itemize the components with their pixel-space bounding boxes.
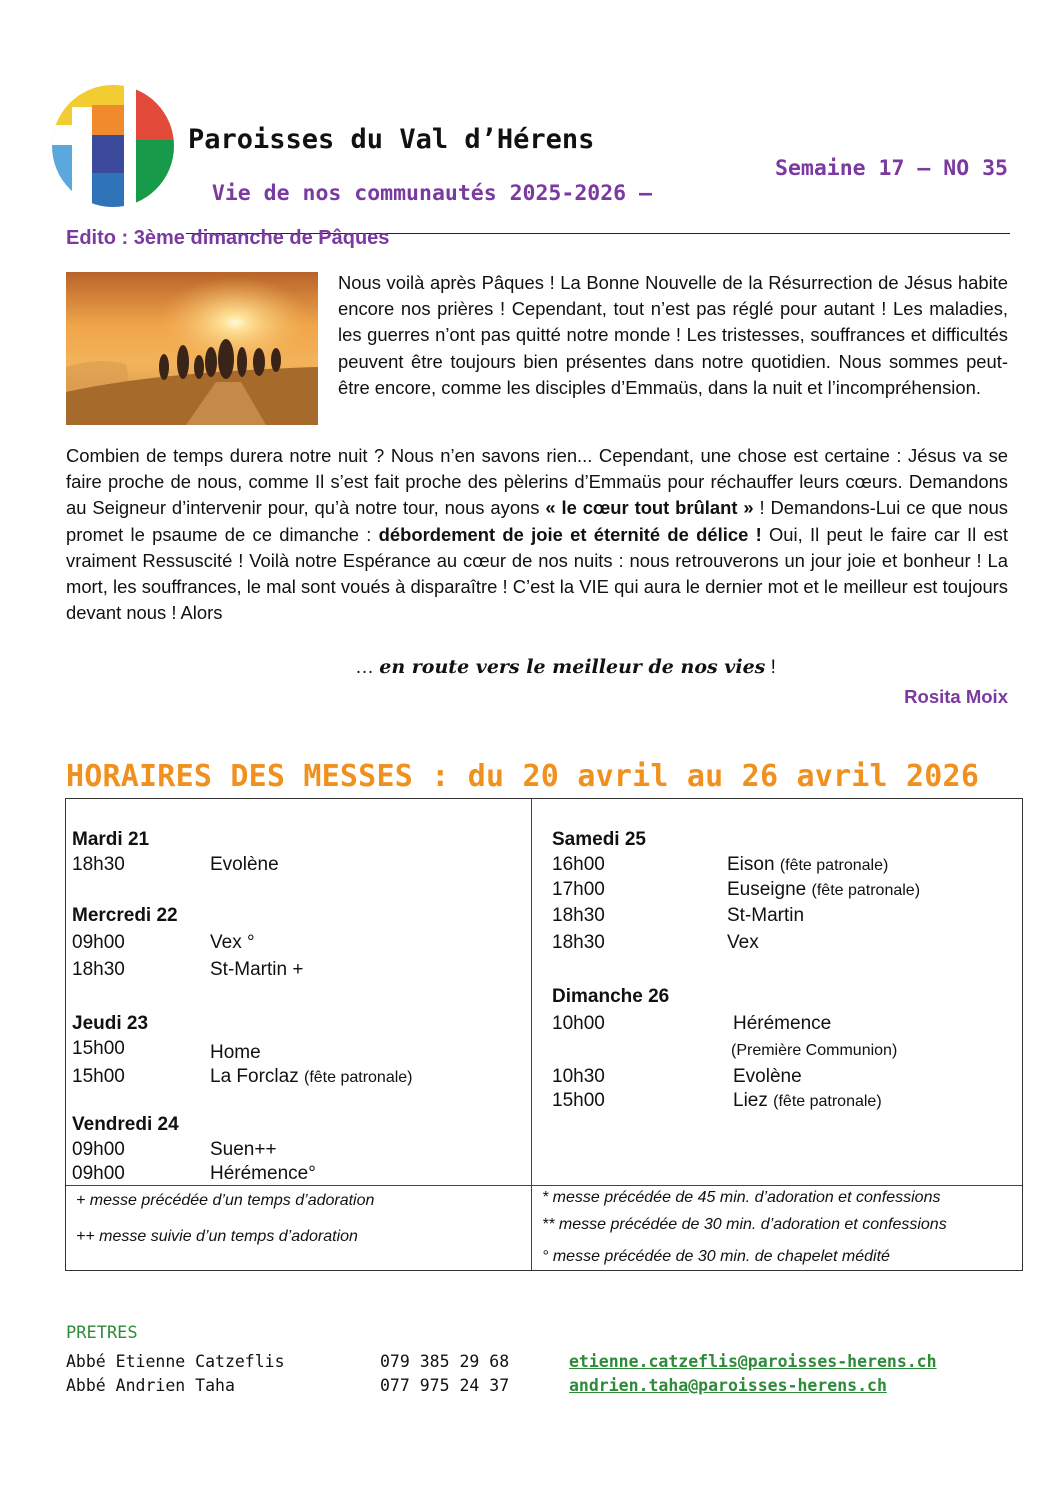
priest-phone: 077 975 24 37 <box>380 1376 510 1395</box>
mass-schedule-table <box>65 798 1023 1271</box>
legend-note: ° messe précédée de 30 min. de chapelet médité <box>542 1248 890 1265</box>
mass-place: Home <box>210 1042 261 1063</box>
edito-image <box>66 272 318 425</box>
paragraph-emphasis: débordement de joie et éternité de délice ! <box>378 523 762 545</box>
mass-time: 10h30 <box>552 1066 605 1087</box>
closing-suffix: ! <box>765 657 776 678</box>
mass-note: (fête patronale) <box>811 882 921 899</box>
day-heading: Samedi 25 <box>552 829 646 850</box>
mass-note: (Première Communion) <box>731 1042 898 1059</box>
mass-time: 10h00 <box>552 1013 605 1034</box>
mass-time: 18h30 <box>72 854 125 875</box>
mass-place: Euseigne <box>727 879 807 900</box>
paragraph-text: ! Demandons-Lui ce que nous promet le psaume de ce dimanche : <box>66 497 1008 545</box>
notes-divider <box>66 1185 1022 1186</box>
day-heading: Mardi 21 <box>72 829 150 850</box>
mass-place: Evolène <box>210 854 279 875</box>
mass-time: 15h00 <box>552 1090 605 1111</box>
legend-note: ++ messe suivie d’un temps d’adoration <box>76 1228 358 1245</box>
mass-time: 09h00 <box>72 932 125 953</box>
legend-note: * messe précédée de 45 min. d’adoration et confessions <box>542 1189 941 1206</box>
edito-title: Edito : 3ème dimanche de Pâques <box>66 227 390 249</box>
closing-script-text: en route vers le meilleur de nos vies <box>379 656 766 678</box>
priest-phone: 079 385 29 68 <box>380 1352 510 1371</box>
page-subtitle <box>186 156 1010 234</box>
mass-time: 17h00 <box>552 879 605 900</box>
mass-place: Vex ° <box>210 932 255 953</box>
mass-time: 16h00 <box>552 854 605 875</box>
mass-place: Hérémence° <box>210 1163 316 1184</box>
mass-time: 09h00 <box>72 1163 125 1184</box>
day-heading: Mercredi 22 <box>72 905 178 926</box>
page-title: Paroisses du Val d’Hérens <box>188 124 595 155</box>
mass-time: 18h30 <box>72 959 125 980</box>
mass-place: Vex <box>727 932 759 953</box>
mass-place: La Forclaz <box>210 1066 299 1087</box>
legend-note: ** messe précédée de 30 min. d’adoration et confessions <box>542 1216 947 1233</box>
priest-name: Abbé Etienne Catzeflis <box>66 1352 285 1371</box>
column-divider <box>531 799 532 1270</box>
priest-name: Abbé Andrien Taha <box>66 1376 235 1395</box>
mass-note: (fête patronale) <box>303 1069 413 1086</box>
mass-time: 15h00 <box>72 1038 125 1059</box>
edito-paragraph-2 <box>66 443 1008 626</box>
paragraph-text: Oui, Il peut le faire car Il est vraiment Ressuscité ! Voilà notre Espérance au cœur de nos nuits : nous retrouverons un jour joie et bonheur ! La mort, les souffrances, le mal sont voués à disparaître ! C’est la VIE qui aura le dernier mot et le meilleur est toujours devant nous ! Alors <box>66 523 1008 624</box>
closing-prefix: … <box>355 657 380 678</box>
cross-logo-icon <box>52 85 174 207</box>
horaires-title: HORAIRES DES MESSES : du 20 avril au 26 avril 2026 <box>66 759 980 794</box>
mass-place: Suen++ <box>210 1139 277 1160</box>
mass-place: St-Martin + <box>210 959 304 980</box>
edito-paragraph-1: Nous voilà après Pâques ! La Bonne Nouvelle de la Résurrection de Jésus habite encore nos prières ! Cependant, tout n’est pas réglé pour autant ! Les maladies, les guerres n’ont pas quitté notre monde ! Les tristesses, souffrances et difficultés peuvent être toujours bien présentes dans notre quotidien. Nous sommes peut-être encore, comme les disciples d’Emmaüs, dans la nuit et l’incompréhension. <box>338 272 1008 398</box>
week-number: Semaine 17 – NO 35 <box>775 156 1008 181</box>
mass-time: 18h30 <box>552 932 605 953</box>
mass-place: Evolène <box>733 1066 802 1087</box>
edito-closing <box>355 656 776 679</box>
day-heading: Jeudi 23 <box>72 1013 149 1034</box>
mass-time: 15h00 <box>72 1066 125 1087</box>
pretres-title: PRETRES <box>66 1323 138 1343</box>
mass-time: 18h30 <box>552 905 605 926</box>
mass-note: (fête patronale) <box>773 1093 882 1110</box>
mass-time: 09h00 <box>72 1139 125 1160</box>
subtitle-text: Vie de nos communautés 2025-2026 – <box>211 181 652 206</box>
mass-place: Liez <box>733 1090 768 1111</box>
day-heading: Vendredi 24 <box>72 1114 179 1135</box>
mass-place: St-Martin <box>727 905 805 926</box>
priest-email-link[interactable]: andrien.taha@paroisses-herens.ch <box>569 1376 887 1395</box>
paragraph-text: Combien de temps durera notre nuit ? Nous n’en savons rien... Cependant, une chose est certaine : Jésus va se faire proche de nous, comme Il s’est fait proche des pèlerins d’Emmaüs pour réchauffer leurs cœurs. Demandons au Seigneur d’intervenir pour, qu’à notre tour, nous ayons <box>66 445 1008 519</box>
paragraph-emphasis: « le cœur tout brûlant » <box>545 497 754 519</box>
mass-note: (fête patronale) <box>779 857 889 874</box>
edito-signature: Rosita Moix <box>904 686 1008 707</box>
mass-place: Eison <box>727 854 775 875</box>
legend-note: + messe précédée d’un temps d’adoration <box>76 1192 375 1209</box>
day-heading: Dimanche 26 <box>552 986 670 1007</box>
mass-place: Hérémence <box>733 1013 832 1034</box>
priest-email-link[interactable]: etienne.catzeflis@paroisses-herens.ch <box>569 1352 937 1371</box>
